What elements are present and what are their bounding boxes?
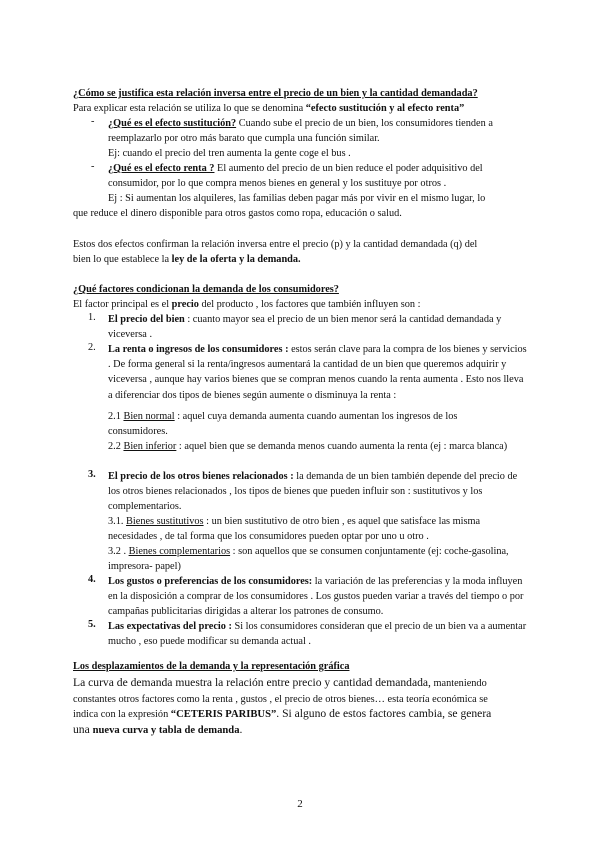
list-number: 3. [88,469,96,480]
list-number: 5. [88,619,96,630]
list-number: 1. [88,312,96,323]
example-text: Ej : Si aumentan los alquileres, las familias deben pagar más por vivir en el mismo lugar, lo [108,193,486,204]
bullet-marker: - [91,116,95,127]
bullet-item: ¿Qué es el efecto renta ? El aumento del precio de un bien reduce el poder adquisitivo del consumidor, por lo que compra menos bienes en general y los sustituye por otros . [108,163,483,190]
paragraph: indica con la expresión “CETERIS PARIBUS”. Si alguno de estos factores cambia, se genera [73,707,492,720]
sub-item: 3.2 . Bienes complementarios : son aquellos que se consumen conjuntamente (ej: coche-gasolina, impresora- papel) [108,546,509,573]
example-text: Ej: cuando el precio del tren aumenta la gente coge el bus . [108,148,351,159]
paragraph: Para explicar esta relación se utiliza lo que se denomina “efecto sustitución y al efecto renta” [73,103,465,114]
sub-item: 2.1 Bien normal : aquel cuya demanda aumenta cuando aumentan los ingresos de los consumidores. [108,411,458,438]
section-heading: ¿Cómo se justifica esta relación inversa entre el precio de un bien y la cantidad demandada? [73,88,478,99]
bullet-item: ¿Qué es el efecto sustitución? Cuando sube el precio de un bien, los consumidores tienden a reemplazarlo por otro más barato que cumpla una función similar. [108,118,493,145]
example-text: que reduce el dinero disponible para otros gastos como ropa, educación o salud. [73,208,402,219]
bullet-marker: - [91,161,95,172]
section-heading: Los desplazamientos de la demanda y la representación gráfica [73,661,350,672]
paragraph: una nueva curva y tabla de demanda. [73,723,243,736]
section-heading: ¿Qué factores condicionan la demanda de los consumidores? [73,284,339,295]
sub-item: 2.2 Bien inferior : aquel bien que se demanda menos cuando aumenta la renta (ej : marca blanca) [108,441,508,452]
list-number: 4. [88,574,96,585]
list-item: El precio de los otros bienes relacionados : la demanda de un bien también depende del precio de los otros bienes relacionados , los tipos de bienes que pueden influir son : sustitutivos y los complementarios. [108,471,518,513]
list-number: 2. [88,342,96,353]
page-number: 2 [297,798,303,810]
sub-item: 3.1. Bienes sustitutivos : un bien sustitutivo de otro bien , es aquel que satisface las misma necesidades , de tal forma que los consumidores pueden optar por uno u otro . [108,516,481,543]
paragraph: bien lo que establece la ley de la oferta y la demanda. [73,254,301,265]
list-item: Los gustos o preferencias de los consumidores: la variación de las preferencias y la moda influyen en la disposición a comprar de los consumidores . Los gustos pueden variar a través del tiempo o por campañas publicitarias dirigidas a alterar los patrones de consumo. [108,576,524,618]
paragraph: La curva de demanda muestra la relación entre precio y cantidad demandada, manteniendo [73,676,487,689]
paragraph: El factor principal es el precio del producto , los factores que también influyen son : [73,299,421,310]
paragraph: Estos dos efectos confirman la relación inversa entre el precio (p) y la cantidad demandada (q) del [73,239,478,250]
list-item: Las expectativas del precio : Si los consumidores consideran que el precio de un bien va a aumentar mucho , eso puede modificar su demanda actual . [108,621,527,648]
list-item: El precio del bien : cuanto mayor sea el precio de un bien menor será la cantidad demandada y viceversa . [108,314,502,341]
list-item: La renta o ingresos de los consumidores : estos serán clave para la compra de los bienes y servicios . De forma general si la renta/ingresos aumentará la cantidad de un bien que queremos adquirir y viceversa , aunque hay varios bienes que se compran menos cuando la renta aumenta . Esto nos lleva a diferenciar dos tipos de bienes según aumente o disminuya la renta : [108,344,527,401]
paragraph: constantes otros factores como la renta , gustos , el precio de otros bienes… esta teoría económica se [73,694,488,705]
